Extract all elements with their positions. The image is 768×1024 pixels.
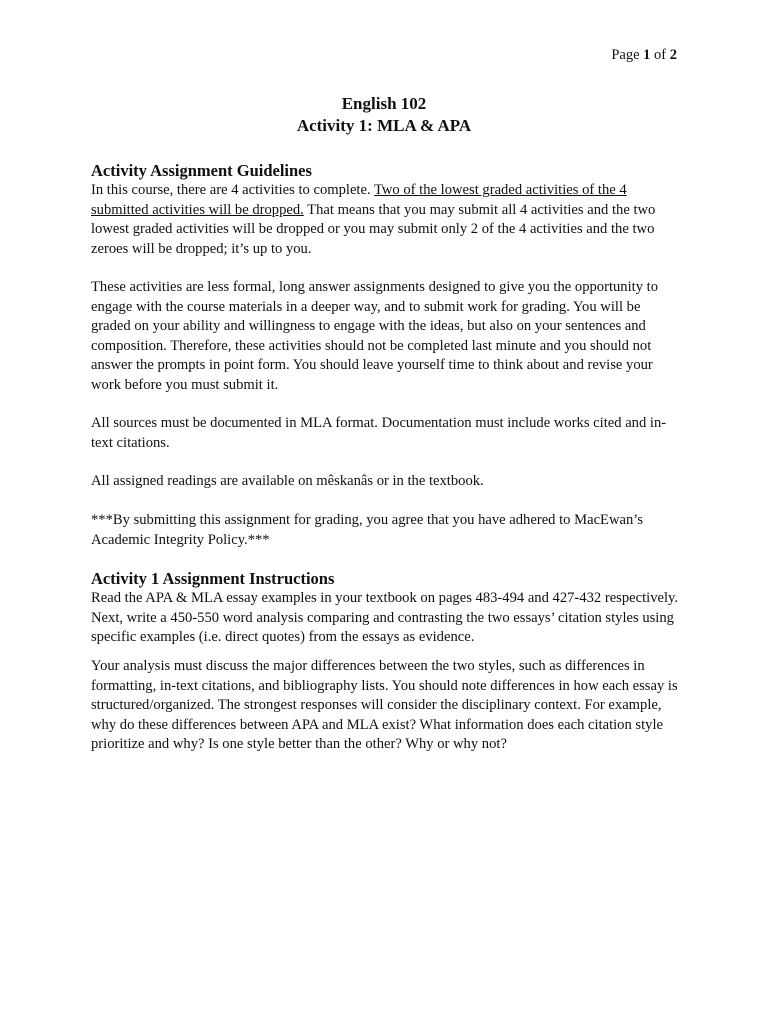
guidelines-heading: Activity Assignment Guidelines	[91, 161, 312, 180]
page-total: 2	[669, 47, 677, 63]
instructions-section	[91, 569, 681, 648]
page-indicator-middle: of	[650, 47, 670, 63]
guidelines-paragraph-1	[91, 181, 681, 259]
instructions-paragraph-1: Read the APA & MLA essay examples in your textbook on pages 483-494 and 427-432 respectively. Next, write a 450-550 word analysis comparing and contrasting the two essays’ citation styles using specific examples (i.e. direct quotes) from the essays as evidence.	[91, 590, 679, 645]
page-current: 1	[643, 47, 651, 63]
guidelines-paragraph-2: These activities are less formal, long answer assignments designed to give you the opportunity to engage with the course materials in a deeper way, and to submit work for grading. You will be graded on your ability and willingness to engage with the ideas, but also on your sentences and composition. Therefore, these activities should not be completed last minute and you should not answer the prompts in point form. You should leave yourself time to think about and revise your work before you must submit it.	[91, 279, 659, 393]
activity-title: Activity 1: MLA & APA	[296, 116, 472, 135]
instructions-paragraph-2-block	[91, 657, 681, 755]
page-indicator	[611, 45, 677, 65]
guidelines-paragraph-4: All assigned readings are available on mêskanâs or in the textbook.	[91, 473, 484, 489]
guidelines-p1-start: In this course, there are 4 activities to complete.	[91, 182, 374, 198]
guidelines-paragraph-3-block	[91, 414, 681, 453]
instructions-heading: Activity 1 Assignment Instructions	[91, 569, 335, 588]
instructions-paragraph-2: Your analysis must discuss the major differences between the two styles, such as differences in formatting, in-text citations, and bibliography lists. You should note differences in how each essay is structured/organized. The strongest responses will consider the disciplinary context. For example, why do these differences between APA and MLA exist? What information does each citation style prioritize and why? Is one style better than the other? Why or why not?	[91, 658, 678, 752]
guidelines-paragraph-3: All sources must be documented in MLA format. Documentation must include works cited and in-text citations.	[91, 415, 667, 451]
guidelines-section	[91, 161, 681, 259]
guidelines-p1-end: That means that you may submit all 4 activities and the two lowest graded activities will be dropped or you may submit only 2 of the 4 activities and the two zeroes will be dropped; it’s up to you.	[91, 201, 656, 257]
guidelines-paragraph-5-block	[91, 511, 681, 550]
document-header	[0, 93, 768, 137]
guidelines-paragraph-2-block	[91, 278, 681, 395]
dropped-activities-note: Two of the lowest graded activities of the 4 submitted activities will be dropped.	[91, 182, 627, 218]
page-indicator-prefix: Page	[611, 47, 644, 63]
guidelines-paragraph-4-block	[91, 472, 681, 492]
course-title: English 102	[341, 94, 427, 113]
integrity-statement: ***By submitting this assignment for grading, you agree that you have adhered to MacEwan’s Academic Integrity Policy.***	[91, 512, 644, 548]
